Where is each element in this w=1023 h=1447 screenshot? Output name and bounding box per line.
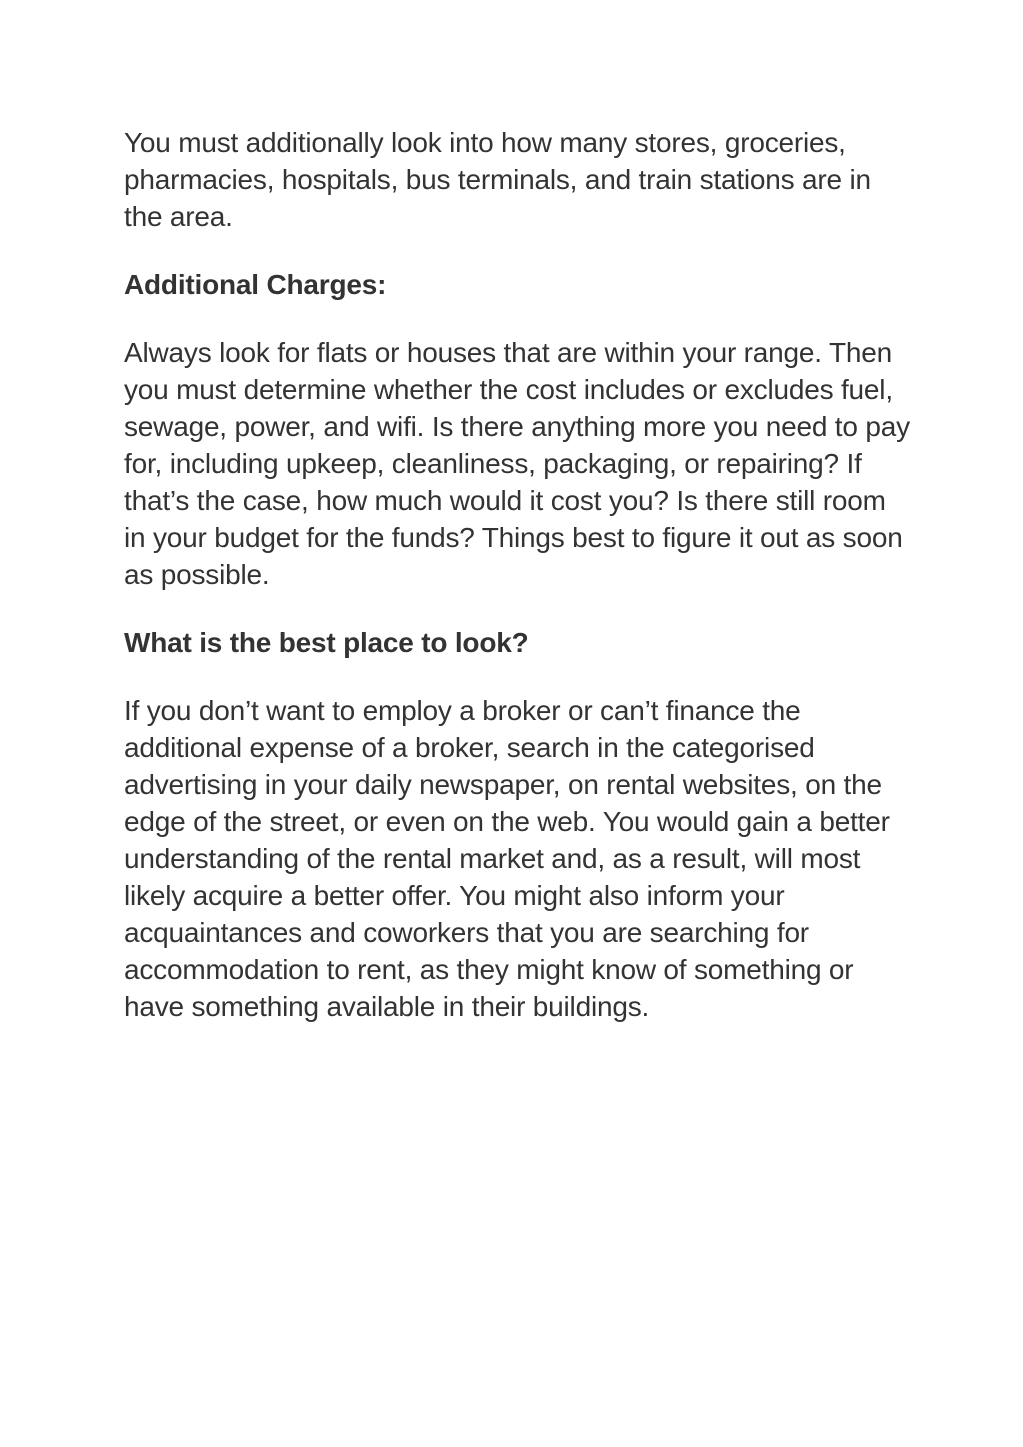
spacer [124, 661, 914, 692]
spacer [124, 303, 914, 334]
heading-best-place-to-look: What is the best place to look? [124, 627, 529, 658]
spacer [124, 235, 914, 266]
spacer [124, 593, 914, 624]
paragraph-neighborhood-amenities: You must additionally look into how many stores, groceries, pharmacies, hospitals, bus terminals, and train stations are in the area. [124, 127, 871, 232]
heading-additional-charges: Additional Charges: [124, 269, 387, 300]
paragraph-additional-charges: Always look for flats or houses that are within your range. Then you must determine whether the cost includes or excludes fuel, sewage, power, and wifi. Is there anything more you need to pay for, including upkeep, cleanliness, packaging, or repairing? If that’s the case, how much would it cost you? Is there still room in your budget for the funds? Things best to figure it out as soon as possible. [124, 337, 910, 590]
document-page [124, 124, 914, 1025]
paragraph-best-place-to-look: If you don’t want to employ a broker or can’t finance the additional expense of a broker, search in the categorised advertising in your daily newspaper, on rental websites, on the edge of the street, or even on the web. You would gain a better understanding of the rental market and, as a result, will most likely acquire a better offer. You might also inform your acquaintances and coworkers that you are searching for accommodation to rent, as they might know of something or have something available in their buildings. [124, 695, 890, 1022]
